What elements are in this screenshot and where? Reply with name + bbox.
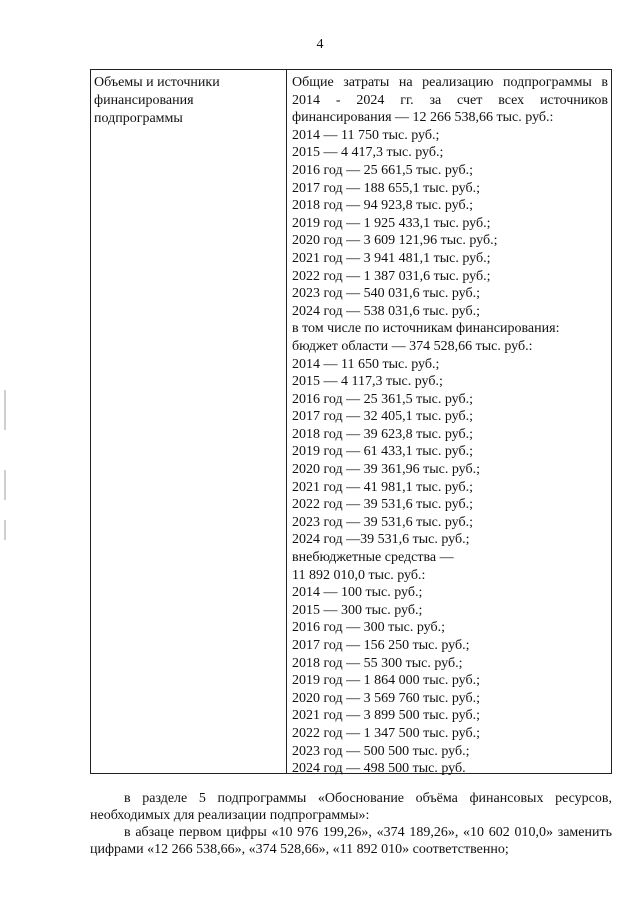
table-value-cell [287,70,611,777]
regional-line: 2020 год — 39 361,96 тыс. руб.; [292,462,480,478]
extrabudget-line: 2019 год — 1 864 000 тыс. руб.; [292,673,480,689]
regional-line: 2024 год —39 531,6 тыс. руб.; [292,532,470,548]
total-line: 2020 год — 3 609 121,96 тыс. руб.; [292,233,498,249]
paragraph-replace-figures: в абзаце первом цифры «10 976 199,26», «374 189,26», «10 602 010,0» заменить цифрами «12 266 538,66», «374 528,66», «11 892 010» соответственно; [90,825,612,857]
extrabudget-line: 2023 год — 500 500 тыс. руб.; [292,743,470,759]
extrabudget-lines [292,584,608,778]
financing-table [90,69,612,777]
table-label-cell [91,70,287,773]
page-number: 4 [316,37,324,52]
regional-budget-heading: бюджет области — 374 528,66 тыс. руб.: [292,338,533,354]
extrabudget-line: 2021 год — 3 899 500 тыс. руб.; [292,708,480,724]
extrabudget-line: 2018 год — 55 300 тыс. руб.; [292,655,463,671]
scan-margin-mark [4,390,6,430]
total-line: 2015 — 4 417,3 тыс. руб.; [292,145,444,161]
extrabudget-line: 2015 — 300 тыс. руб.; [292,602,423,618]
total-line: 2018 год — 94 923,8 тыс. руб.; [292,198,473,214]
sources-heading: в том числе по источникам финансирования: [292,321,560,337]
regional-line: 2015 — 4 117,3 тыс. руб.; [292,374,443,390]
financing-intro: Общие затраты на реализацию подпрограммы в 2014 - 2024 гг. за счет всех источников финансирования — 12 266 538,66 тыс. руб.: [292,75,608,126]
extrabudget-line: 2017 год — 156 250 тыс. руб.; [292,638,470,653]
total-line: 2022 год — 1 387 031,6 тыс. руб.; [292,268,491,284]
extrabudget-line: 2014 — 100 тыс. руб.; [292,585,423,601]
total-line: 2014 — 11 750 тыс. руб.; [292,127,440,143]
regional-lines [292,356,608,550]
total-line: 2021 год — 3 941 481,1 тыс. руб.; [292,250,491,266]
extrabudget-heading: внебюджетные средства — [292,550,454,566]
extrabudget-line: 2016 год — 300 тыс. руб.; [292,620,445,636]
extrabudget-line: 2020 год — 3 569 760 тыс. руб.; [292,690,480,706]
body-text [90,790,612,858]
scan-margin-mark [4,520,6,540]
total-line: 2017 год — 188 655,1 тыс. руб.; [292,180,480,196]
regional-line: 2022 год — 39 531,6 тыс. руб.; [292,497,473,513]
regional-line: 2017 год — 32 405,1 тыс. руб.; [292,409,473,425]
regional-line: 2021 год — 41 981,1 тыс. руб.; [292,479,473,495]
total-line: 2024 год — 538 031,6 тыс. руб.; [292,303,480,319]
total-line: 2023 год — 540 031,6 тыс. руб.; [292,286,480,302]
extrabudget-line: 2022 год — 1 347 500 тыс. руб.; [292,725,480,741]
regional-line: 2018 год — 39 623,8 тыс. руб.; [292,426,473,442]
table-label: Объемы и источники финансирования подпрограммы [94,75,220,126]
regional-line: 2023 год — 39 531,6 тыс. руб.; [292,514,473,530]
extrabudget-total: 11 892 010,0 тыс. руб.: [292,567,426,583]
regional-line: 2019 год — 61 433,1 тыс. руб.; [292,444,473,460]
paragraph-section-5: в разделе 5 подпрограммы «Обоснование объёма финансовых ресурсов, необходимых для реализации подпрограммы»: [90,791,612,823]
regional-line: 2016 год — 25 361,5 тыс. руб.; [292,391,473,407]
total-line: 2019 год — 1 925 433,1 тыс. руб.; [292,215,491,231]
regional-line: 2014 — 11 650 тыс. руб.; [292,356,440,372]
total-line: 2016 год — 25 661,5 тыс. руб.; [292,162,473,178]
total-lines [292,127,608,321]
scan-margin-mark [4,470,6,500]
extrabudget-line: 2024 год — 498 500 тыс. руб. [292,761,466,777]
